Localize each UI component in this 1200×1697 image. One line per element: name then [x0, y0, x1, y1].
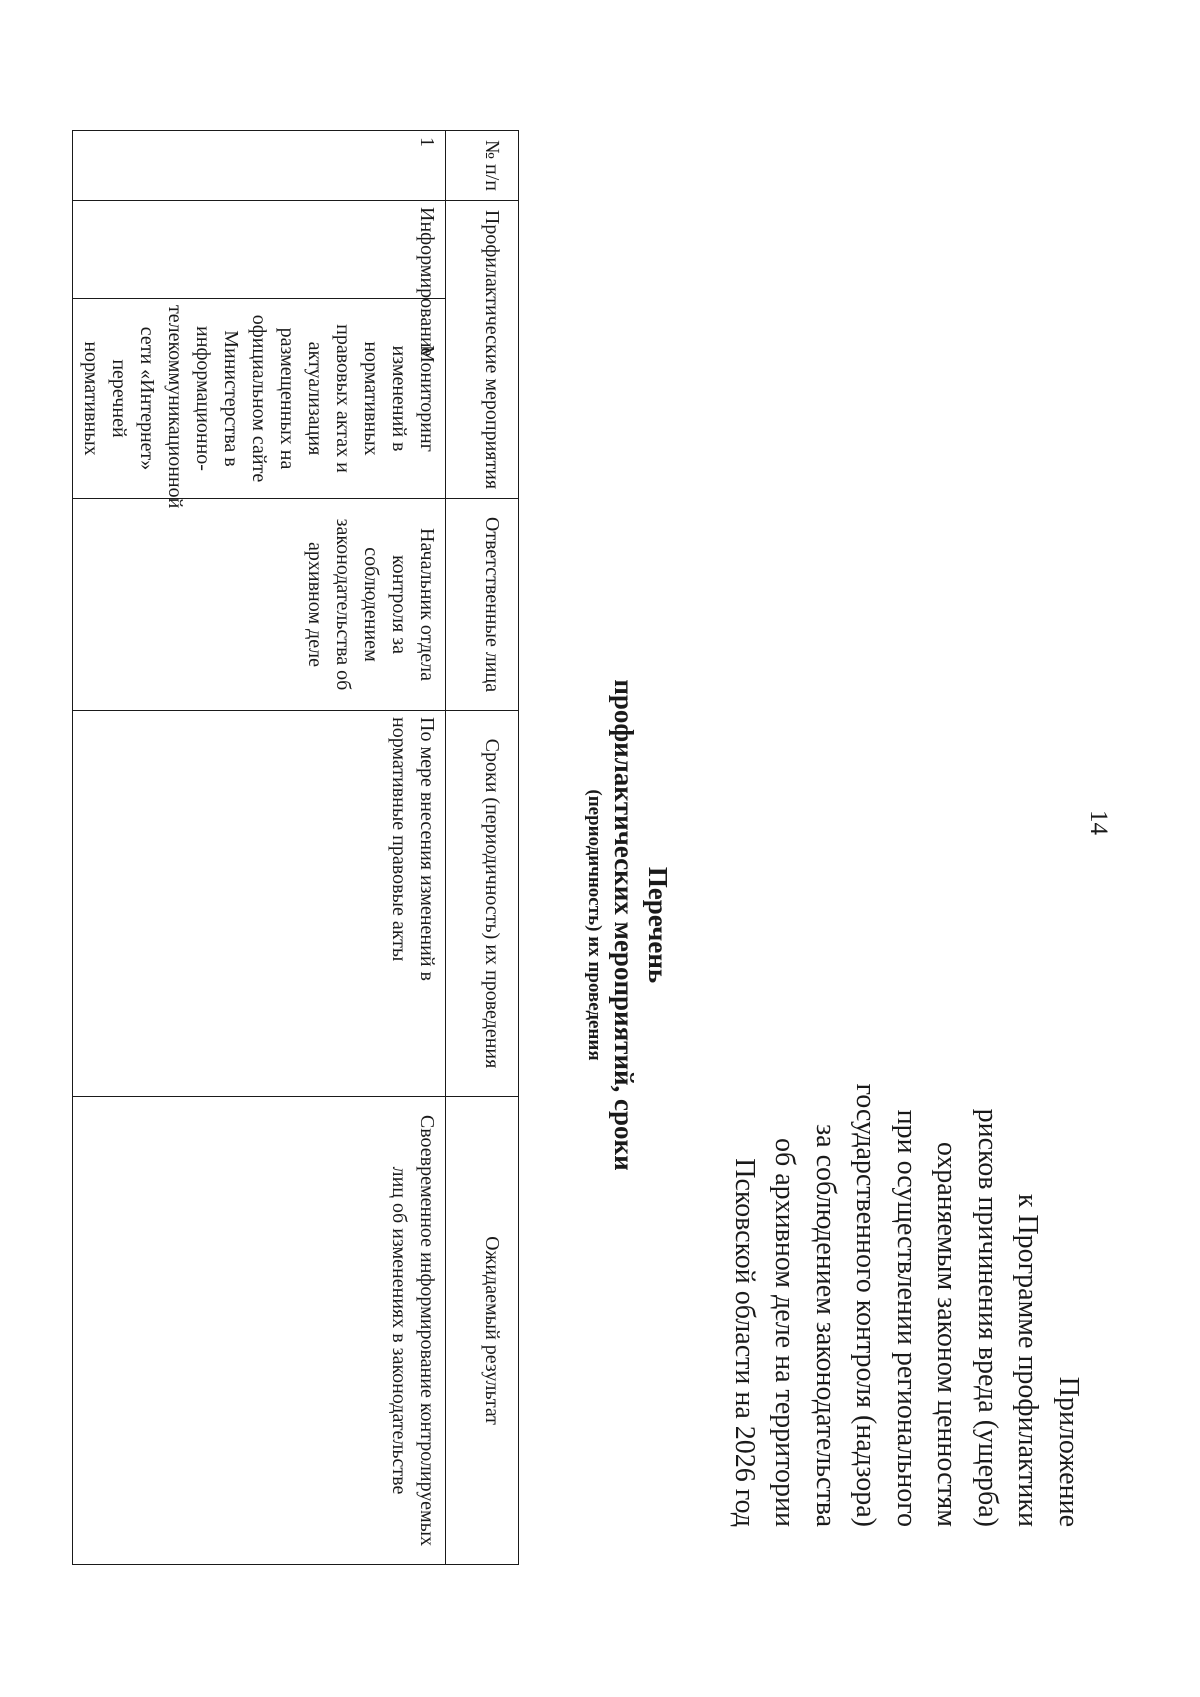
- appendix-line: рисков причинения вреда (ущерба): [972, 1108, 1003, 1527]
- title-line-3: (периодичность) их проведения: [584, 789, 605, 1061]
- page-number: 14: [1085, 810, 1112, 835]
- cell-num: 1: [73, 131, 446, 201]
- appendix-line: к Программе профилактики: [1012, 1193, 1044, 1527]
- table-row: [73, 131, 446, 1565]
- appendix-line: Приложение: [1053, 1376, 1084, 1527]
- appendix-line: за соблюдением законодательства: [810, 1124, 841, 1527]
- cell-type: Информирование: [73, 201, 446, 299]
- measures-table: [72, 130, 519, 1565]
- header-result: Ожидаемый результат: [446, 1097, 519, 1565]
- appendix-line: охраняемым законом ценностям: [931, 1141, 963, 1527]
- title-line-2: профилактических мероприятий, сроки: [609, 679, 639, 1171]
- cell-description: Мониторинг изменений в нормативных правовых актах и актуализация размещенных на официальном сайте Министерства в информационно-телекоммуникационной сети «Интернет» перечней нормативных: [73, 299, 446, 499]
- cell-terms: По мере внесения изменений в нормативные правовые акты: [73, 711, 446, 1097]
- header-measures: Профилактические мероприятия: [446, 201, 519, 499]
- cell-result: Своевременное информирование контролируемых лиц об изменениях в законодательстве: [73, 1097, 446, 1565]
- header-terms: Сроки (периодичность) их проведения: [446, 711, 519, 1097]
- header-responsible: Ответственные лица: [446, 499, 519, 711]
- header-num: № п/п: [446, 131, 519, 201]
- cell-responsible: Начальник отдела контроля за соблюдением законодательства об архивном деле: [73, 499, 446, 711]
- appendix-line: Псковской области на 2026 год: [729, 1158, 760, 1527]
- appendix-line: при осуществлении регионального: [891, 1109, 922, 1527]
- appendix-note: [724, 1083, 1089, 1527]
- document-title: [581, 350, 675, 1500]
- appendix-line: государственного контроля (надзора): [850, 1083, 882, 1527]
- title-line-1: Перечень: [643, 866, 673, 984]
- table-header-row: [446, 131, 519, 1565]
- appendix-line: об архивном деле на территории: [769, 1137, 801, 1527]
